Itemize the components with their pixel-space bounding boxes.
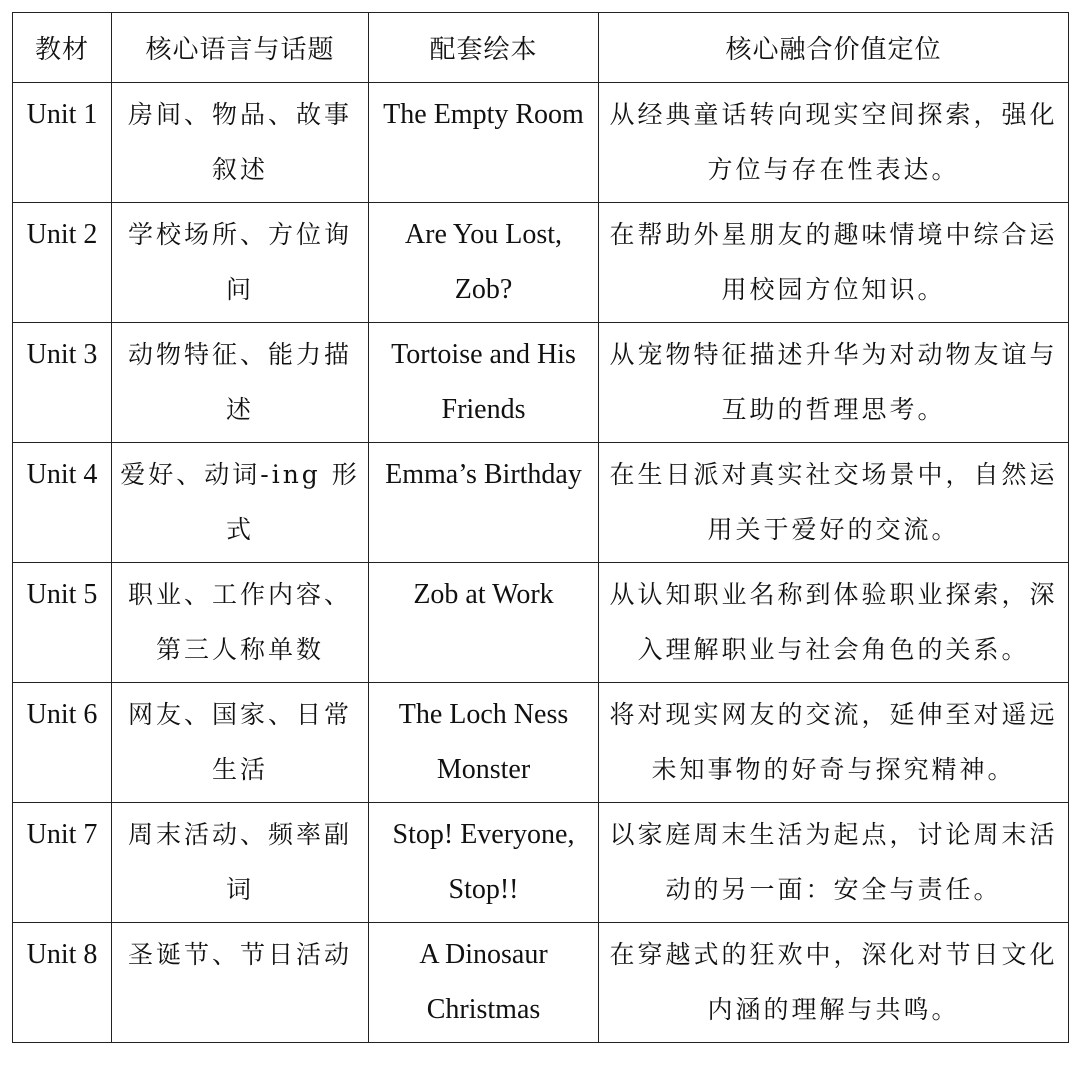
header-textbook: 教材 [13,13,112,83]
topic-cell: 职业、工作内容、第三人称单数 [112,563,369,683]
table-row [13,923,1069,1043]
table-row [13,563,1069,683]
unit-cell: Unit 6 [13,683,112,803]
topic-cell: 爱好、动词-ing 形式 [112,443,369,563]
book-cell: The Loch Ness Monster [369,683,599,803]
value-cell: 在穿越式的狂欢中，深化对节日文化内涵的理解与共鸣。 [599,923,1069,1043]
book-cell: Tortoise and His Friends [369,323,599,443]
value-cell: 以家庭周末生活为起点，讨论周末活动的另一面：安全与责任。 [599,803,1069,923]
unit-table [12,12,1069,1043]
table-row [13,803,1069,923]
table-row [13,443,1069,563]
book-cell: Zob at Work [369,563,599,683]
topic-cell: 动物特征、能力描述 [112,323,369,443]
unit-cell: Unit 3 [13,323,112,443]
header-core-language: 核心语言与话题 [112,13,369,83]
book-cell: Are You Lost, Zob? [369,203,599,323]
book-cell: Stop! Everyone, Stop!! [369,803,599,923]
table-row [13,83,1069,203]
value-cell: 从宠物特征描述升华为对动物友谊与互助的哲理思考。 [599,323,1069,443]
table-row [13,683,1069,803]
value-cell: 将对现实网友的交流，延伸至对遥远未知事物的好奇与探究精神。 [599,683,1069,803]
header-picture-book: 配套绘本 [369,13,599,83]
header-row [13,13,1069,83]
book-cell: The Empty Room [369,83,599,203]
topic-cell: 房间、物品、故事叙述 [112,83,369,203]
header-value: 核心融合价值定位 [599,13,1069,83]
topic-cell: 圣诞节、节日活动 [112,923,369,1043]
table-row [13,203,1069,323]
value-cell: 从经典童话转向现实空间探索，强化方位与存在性表达。 [599,83,1069,203]
book-cell: Emma’s Birthday [369,443,599,563]
value-cell: 从认知职业名称到体验职业探索，深入理解职业与社会角色的关系。 [599,563,1069,683]
value-cell: 在生日派对真实社交场景中，自然运用关于爱好的交流。 [599,443,1069,563]
unit-cell: Unit 5 [13,563,112,683]
unit-cell: Unit 7 [13,803,112,923]
value-cell: 在帮助外星朋友的趣味情境中综合运用校园方位知识。 [599,203,1069,323]
topic-cell: 网友、国家、日常生活 [112,683,369,803]
topic-cell: 周末活动、频率副词 [112,803,369,923]
topic-cell: 学校场所、方位询问 [112,203,369,323]
table-row [13,323,1069,443]
unit-cell: Unit 2 [13,203,112,323]
unit-cell: Unit 1 [13,83,112,203]
unit-cell: Unit 8 [13,923,112,1043]
book-cell: A Dinosaur Christmas [369,923,599,1043]
unit-cell: Unit 4 [13,443,112,563]
